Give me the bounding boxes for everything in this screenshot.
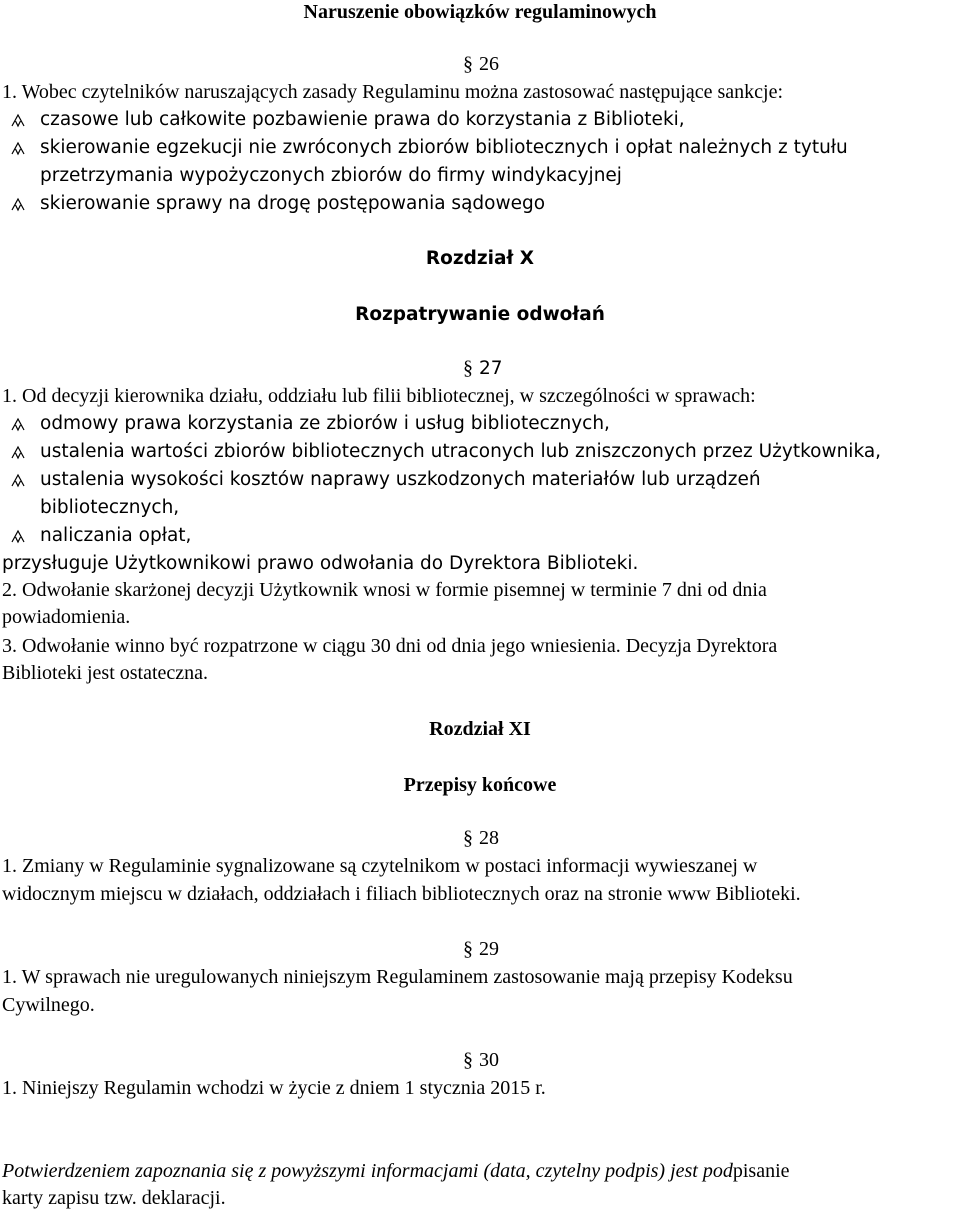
- paragraph-text: 1. Od decyzji kierownika działu, oddziału lub filii bibliotecznej, w szczególności w sprawach:: [2, 385, 756, 407]
- confirmation-note-italic: Potwierdzeniem zapoznania się z powyższymi informacjami (data, czytelny podpis) jest pod: [2, 1160, 733, 1182]
- confirmation-note-plain: pisanie: [732, 1160, 790, 1182]
- bullet-icon: [10, 416, 26, 432]
- bullet-icon: [10, 112, 26, 128]
- paragraph-number: § 28: [463, 827, 499, 849]
- list-item: czasowe lub całkowite pozbawienie prawa do korzystania z Biblioteki,: [40, 109, 685, 130]
- list-item: skierowanie egzekucji nie zwróconych zbiorów bibliotecznych i opłat należnych z tytułu: [40, 137, 848, 158]
- section-heading: Naruszenie obowiązków regulaminowych: [303, 1, 657, 23]
- paragraph-text: 2. Odwołanie skarżonej decyzji Użytkownik wnosi w formie pisemnej w terminie 7 dni od dnia: [2, 579, 767, 601]
- confirmation-note-line2: karty zapisu tzw. deklaracji.: [2, 1187, 226, 1209]
- paragraph-text: 1. Wobec czytelników naruszających zasady Regulaminu można zastosować następujące sankcje:: [2, 81, 784, 103]
- bullet-icon: [10, 472, 26, 488]
- paragraph-text: 1. Zmiany w Regulaminie sygnalizowane są czytelnikom w postaci informacji wywieszanej w: [2, 855, 758, 877]
- paragraph-text: Cywilnego.: [2, 994, 95, 1016]
- list-item-continuation: bibliotecznych,: [40, 497, 180, 518]
- chapter-title: Rozdział X: [425, 248, 535, 269]
- paragraph-text: 1. W sprawach nie uregulowanych niniejszym Regulaminem zastosowanie mają przepisy Kodeksu: [2, 966, 793, 988]
- paragraph-number: § 30: [463, 1049, 499, 1071]
- list-item: odmowy prawa korzystania ze zbiorów i usług bibliotecznych,: [40, 413, 610, 434]
- paragraph-sign-icon: §: [463, 357, 473, 379]
- chapter-title: Rozdział XI: [429, 718, 531, 740]
- confirmation-note: [2, 1159, 790, 1183]
- paragraph-text: widocznym miejscu w działach, oddziałach i filiach bibliotecznych oraz na stronie www Biblioteki.: [2, 883, 801, 905]
- bullet-icon: [10, 528, 26, 544]
- bullet-icon: [10, 196, 26, 212]
- chapter-subtitle: Rozpatrywanie odwołań: [355, 304, 605, 325]
- list-item: ustalenia wysokości kosztów naprawy uszkodzonych materiałów lub urządzeń: [40, 469, 761, 490]
- paragraph-number: § 26: [463, 53, 499, 75]
- paragraph-text: powiadomienia.: [2, 606, 131, 628]
- paragraph-text: 3. Odwołanie winno być rozpatrzone w ciągu 30 dni od dnia jego wniesienia. Decyzja Dyrektora: [2, 635, 778, 657]
- bullet-icon: [10, 140, 26, 156]
- paragraph-sign-icon: §: [463, 827, 473, 849]
- list-item: ustalenia wartości zbiorów bibliotecznych utraconych lub zniszczonych przez Użytkownika,: [40, 441, 882, 462]
- paragraph-text: Biblioteki jest ostateczna.: [2, 662, 209, 684]
- list-item: skierowanie sprawy na drogę postępowania sądowego: [40, 193, 546, 214]
- list-item: naliczania opłat,: [40, 525, 192, 546]
- paragraph-sign-icon: §: [463, 53, 473, 75]
- paragraph-text: przysługuje Użytkownikowi prawo odwołania do Dyrektora Biblioteki.: [2, 553, 639, 574]
- chapter-subtitle: Przepisy końcowe: [403, 774, 557, 796]
- bullet-icon: [10, 444, 26, 460]
- paragraph-number: § 29: [463, 938, 499, 960]
- list-item-continuation: przetrzymania wypożyczonych zbiorów do firmy windykacyjnej: [40, 165, 622, 186]
- paragraph-text: 1. Niniejszy Regulamin wchodzi w życie z dniem 1 stycznia 2015 r.: [2, 1077, 546, 1099]
- paragraph-sign-icon: §: [463, 1049, 473, 1071]
- paragraph-sign-icon: §: [463, 938, 473, 960]
- paragraph-number: § 27: [463, 357, 503, 379]
